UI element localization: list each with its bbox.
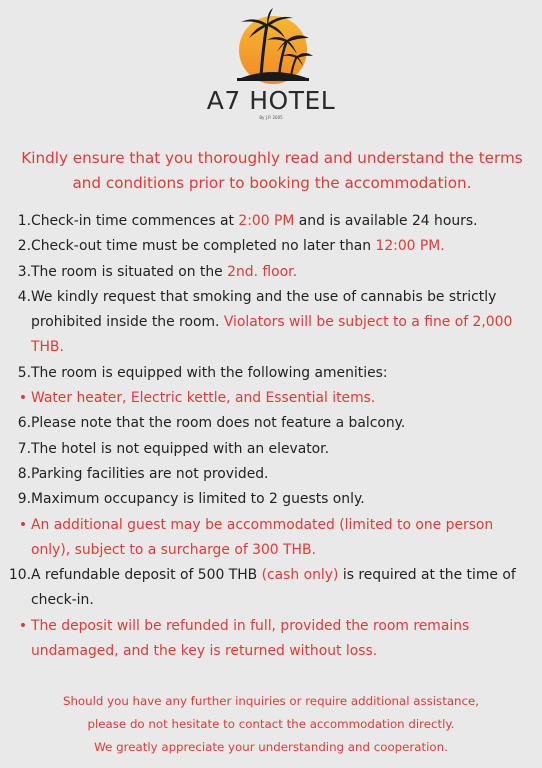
term-highlight: (cash only) <box>261 567 339 584</box>
term-highlight: 2:00 PM <box>238 213 295 229</box>
terms-list <box>6 209 532 664</box>
term-number: 6. <box>17 415 31 432</box>
term-text-part: Check-in time commences at <box>31 213 239 229</box>
term-4 <box>6 285 532 361</box>
bullet-text: An additional guest may be accommodated (limited to one person only), subject to a surcharge of 300 THB. <box>31 516 494 558</box>
brand-name: A7 HOTEL <box>206 86 336 115</box>
palm-tree-sunset-icon <box>227 8 315 86</box>
term-highlight: Violators will be subject to a fine of 2,000 THB. <box>31 314 513 356</box>
term-text-part: We kindly request that smoking and the use of cannabis be strictly prohibited inside the room. <box>31 288 497 331</box>
footer-line: We greatly appreciate your understanding and cooperation. <box>94 740 448 754</box>
term-number: 2. <box>17 238 31 255</box>
term-number: 8. <box>17 465 31 482</box>
term-9 <box>6 487 532 512</box>
term-10 <box>6 563 532 614</box>
bullet-text: Water heater, Electric kettle, and Essential items. <box>31 390 376 407</box>
bullet-dot: • <box>18 390 28 407</box>
term-text: Parking facilities are not provided. <box>31 465 269 482</box>
term-text <box>31 260 532 285</box>
term-10-bullet <box>6 614 532 665</box>
hotel-logo <box>0 8 542 121</box>
term-text <box>31 234 532 259</box>
term-highlight: 12:00 PM. <box>375 238 445 255</box>
term-text: The room is equipped with the following amenities: <box>31 364 388 381</box>
term-text: The hotel is not equipped with an elevator. <box>31 440 330 457</box>
term-3 <box>6 260 532 285</box>
term-number: 1. <box>17 213 31 229</box>
footer-line: Should you have any further inquiries or require additional assistance, <box>62 694 480 708</box>
term-8 <box>6 462 532 487</box>
term-1 <box>6 209 532 234</box>
term-text-part: is required at the time of check-in. <box>31 567 516 609</box>
term-text-part: and is available 24 hours. <box>294 213 478 229</box>
term-5 <box>6 361 532 386</box>
term-7 <box>6 437 532 462</box>
term-6 <box>6 411 532 436</box>
bullet-dot: • <box>18 516 28 533</box>
term-number: 7. <box>17 440 31 457</box>
term-text: Maximum occupancy is limited to 2 guests only. <box>31 491 365 508</box>
intro-notice: Kindly ensure that you thoroughly read and understand the terms and conditions prior to booking the accommodation. <box>21 149 523 192</box>
term-number: 9. <box>17 491 31 508</box>
term-text: Please note that the room does not feature a balcony. <box>31 415 406 432</box>
brand-byline: By J.P. 2005 <box>259 115 283 120</box>
term-highlight: 2nd. floor. <box>227 263 298 280</box>
footer-note <box>0 690 542 759</box>
term-2 <box>6 234 532 259</box>
term-text-part: A refundable deposit of 500 THB <box>31 567 262 584</box>
term-number: 4. <box>17 288 31 305</box>
term-9-bullet <box>6 513 532 564</box>
term-text <box>31 563 532 614</box>
footer-line: please do not hesitate to contact the accommodation directly. <box>87 717 455 731</box>
bullet-dot: • <box>18 617 28 634</box>
term-text-part: Check-out time must be completed no later than <box>31 238 376 255</box>
bullet-text: The deposit will be refunded in full, provided the room remains undamaged, and the key is returned without loss. <box>31 617 470 660</box>
term-text <box>31 285 532 361</box>
term-text-part: The room is situated on the <box>31 263 228 280</box>
term-5-bullet <box>6 386 532 411</box>
term-text <box>31 209 532 234</box>
term-number: 3. <box>17 263 31 280</box>
term-number: 5. <box>17 364 31 381</box>
term-number: 10. <box>8 567 31 584</box>
